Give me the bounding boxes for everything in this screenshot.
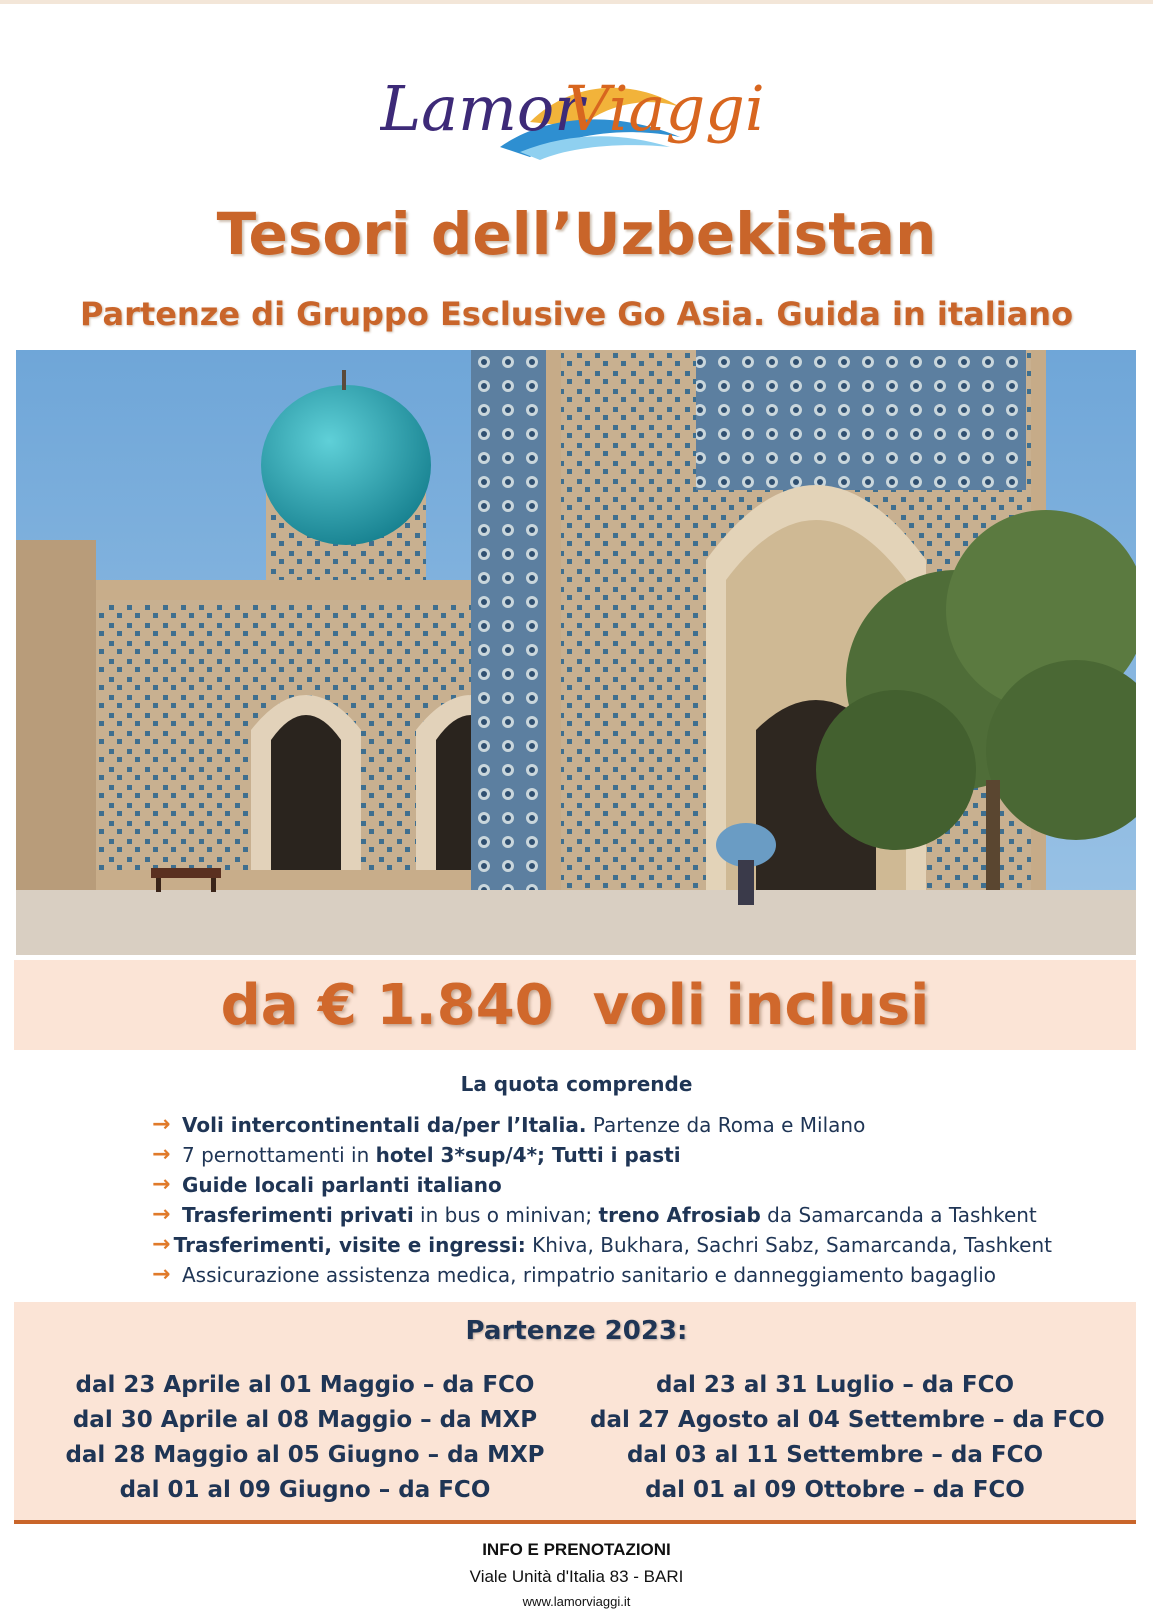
divider (14, 1520, 1136, 1524)
departures-heading: Partenze 2023: (465, 1316, 688, 1346)
list-item: → 7 pernottamenti in hotel 3*sup/4*; Tutti i pasti (152, 1140, 1052, 1170)
arrow-right-icon: → (152, 1232, 171, 1257)
agency-address: Viale Unità d'Italia 83 - BARI (469, 1567, 684, 1586)
price-band (14, 960, 1136, 1050)
arrow-right-icon: → (152, 1202, 171, 1227)
departure-item: dal 03 al 11 Settembre – da FCO (626, 1442, 1044, 1468)
page-title: Tesori dell’Uzbekistan (216, 200, 937, 268)
arrow-right-icon: → (152, 1112, 171, 1137)
top-border (0, 0, 1153, 4)
page-subtitle: Partenze di Gruppo Esclusive Go Asia. Guida in italiano (79, 295, 1074, 333)
list-item: → Voli intercontinentali da/per l’Italia. Partenze da Roma e Milano (152, 1110, 1052, 1140)
departure-item: dal 28 Maggio al 05 Giugno – da MXP (65, 1442, 545, 1468)
list-item: → Guide locali parlanti italiano (152, 1170, 1052, 1200)
logo-word-1: Lamor (380, 72, 584, 145)
departure-item: dal 01 al 09 Ottobre – da FCO (645, 1477, 1025, 1503)
departures-right-column (590, 1368, 1105, 1508)
list-item: → Trasferimenti privati in bus o minivan; treno Afrosiab da Samarcanda a Tashkent (152, 1200, 1052, 1230)
departure-item: dal 01 al 09 Giugno – da FCO (119, 1477, 491, 1503)
arrow-right-icon: → (152, 1142, 171, 1167)
departure-item: dal 30 Aprile al 08 Maggio – da MXP (72, 1407, 538, 1433)
lamorviaggi-logo (380, 52, 780, 162)
departures-left-column (60, 1368, 550, 1508)
list-item: → Trasferimenti, visite e ingressi: Khiva, Bukhara, Sachri Sabz, Samarcanda, Tashkent (152, 1230, 1052, 1260)
logo-word-2: Viaggi (565, 72, 765, 145)
arrow-right-icon: → (152, 1262, 171, 1287)
quota-heading: La quota comprende (460, 1072, 693, 1096)
list-item: → Assicurazione assistenza medica, rimpatrio sanitario e danneggiamento bagaglio (152, 1260, 1052, 1290)
departure-item: dal 23 al 31 Luglio – da FCO (655, 1372, 1015, 1398)
website-link[interactable]: www.lamorviaggi.it (522, 1594, 631, 1609)
departure-item: dal 27 Agosto al 04 Settembre – da FCO (590, 1407, 1105, 1433)
inclusions-list (152, 1110, 1052, 1290)
uzbekistan-madrasa-photo (16, 350, 1136, 955)
price-text: da € 1.840 voli inclusi (220, 972, 930, 1038)
info-heading: INFO E PRENOTAZIONI (482, 1540, 671, 1559)
departure-item: dal 23 Aprile al 01 Maggio – da FCO (75, 1372, 535, 1398)
arrow-right-icon: → (152, 1172, 171, 1197)
